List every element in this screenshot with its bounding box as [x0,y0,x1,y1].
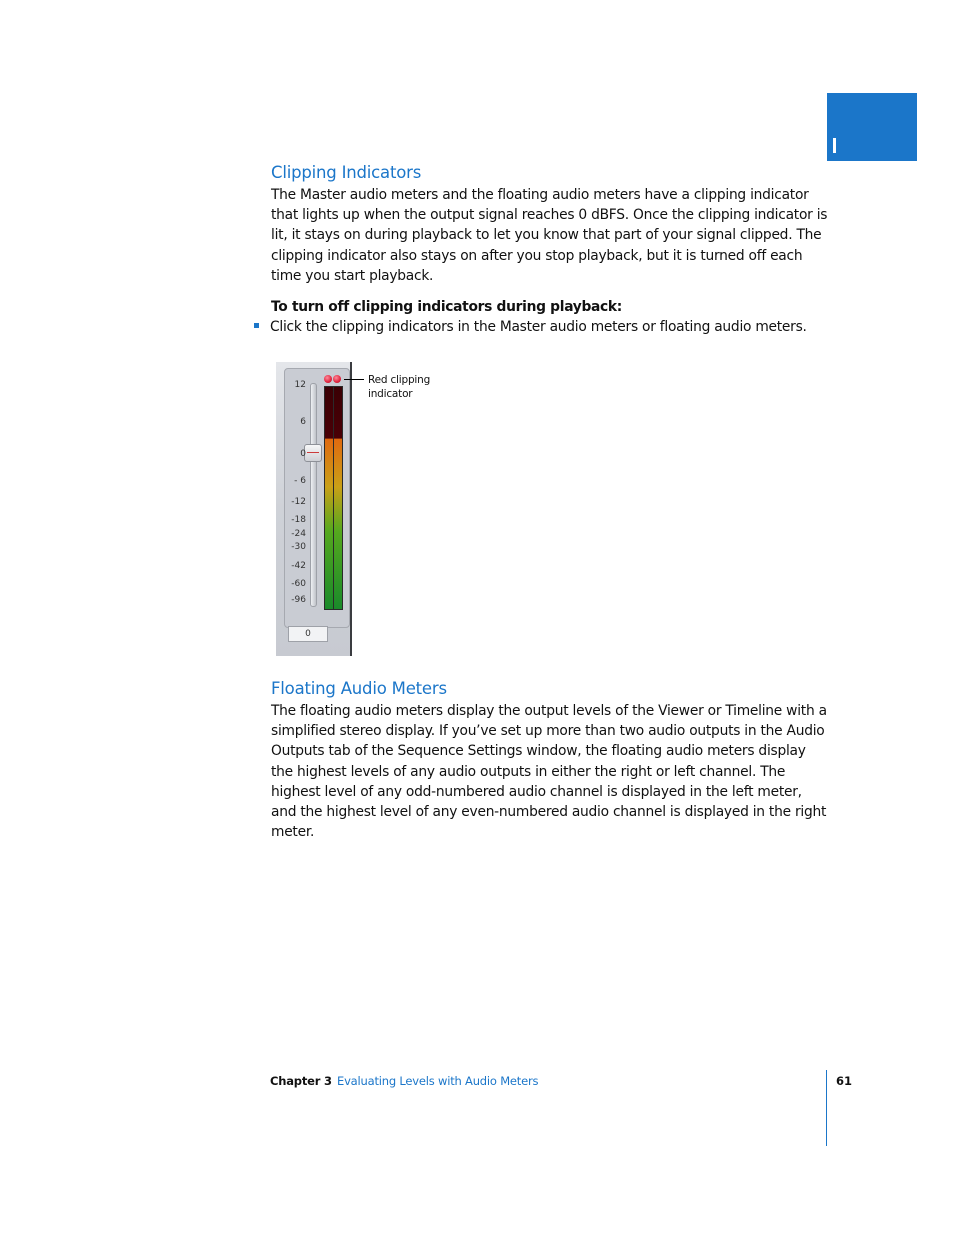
level-value-box: 0 [288,626,328,642]
fader-knob [304,444,322,462]
scale-tick: 12 [294,380,306,390]
scale-tick: -12 [291,497,306,507]
section-heading-clipping-indicators: Clipping Indicators [271,163,422,182]
section-heading-floating-audio-meters: Floating Audio Meters [271,679,447,698]
scale-tick: -42 [291,561,306,571]
clipping-indicator-right[interactable] [333,375,341,383]
callout-line [344,379,364,380]
footer-chapter-label: Chapter 3 [270,1074,332,1088]
scale-tick: - 6 [294,476,306,486]
procedure-step [254,319,807,335]
scale-tick: -30 [291,542,306,552]
chapter-tab [827,93,917,161]
callout-label: Red clipping indicator [368,374,431,400]
scale-tick: -60 [291,579,306,589]
procedure-title: To turn off clipping indicators during playback: [271,299,623,315]
scale-tick: -24 [291,529,306,539]
scale-tick: -96 [291,595,306,605]
footer-divider [826,1070,827,1146]
page-number: 61 [836,1074,853,1088]
fader-track [310,383,317,607]
procedure-step-text: Click the clipping indicators in the Master audio meters or floating audio meters. [270,319,807,335]
audio-meter-figure [276,362,352,656]
scale-tick: -18 [291,515,306,525]
chapter-tab-marker [833,138,836,153]
bullet-square-icon [254,323,259,328]
clipping-indicator-left[interactable] [324,375,332,383]
section-body-clipping-indicators: The Master audio meters and the floating audio meters have a clipping indicator that lights up when the output signal reaches 0 dBFS. Once the clipping indicator is lit, it stays on during playback to let you know that part of your signal clipped. The clipping indicator also stays on after you stop playback, but it is turned off each time you start playback. [271,187,828,284]
section-body-floating-audio-meters: The floating audio meters display the output levels of the Viewer or Timeline with a simplified stereo display. If you’ve set up more than two audio outputs in the Audio Outputs tab of the Sequence Settings window, the floating audio meters display the highest levels of any audio outputs in either the right or left channel. The highest level of any odd-numbered audio channel is displayed in the left meter, and the highest level of any even-numbered audio channel is displayed in the right meter. [271,703,827,841]
scale-tick: 6 [300,417,306,427]
footer-chapter-title[interactable]: Evaluating Levels with Audio Meters [337,1074,539,1088]
meter-channel-right [333,386,343,610]
scale-tick: 0 [300,449,306,459]
